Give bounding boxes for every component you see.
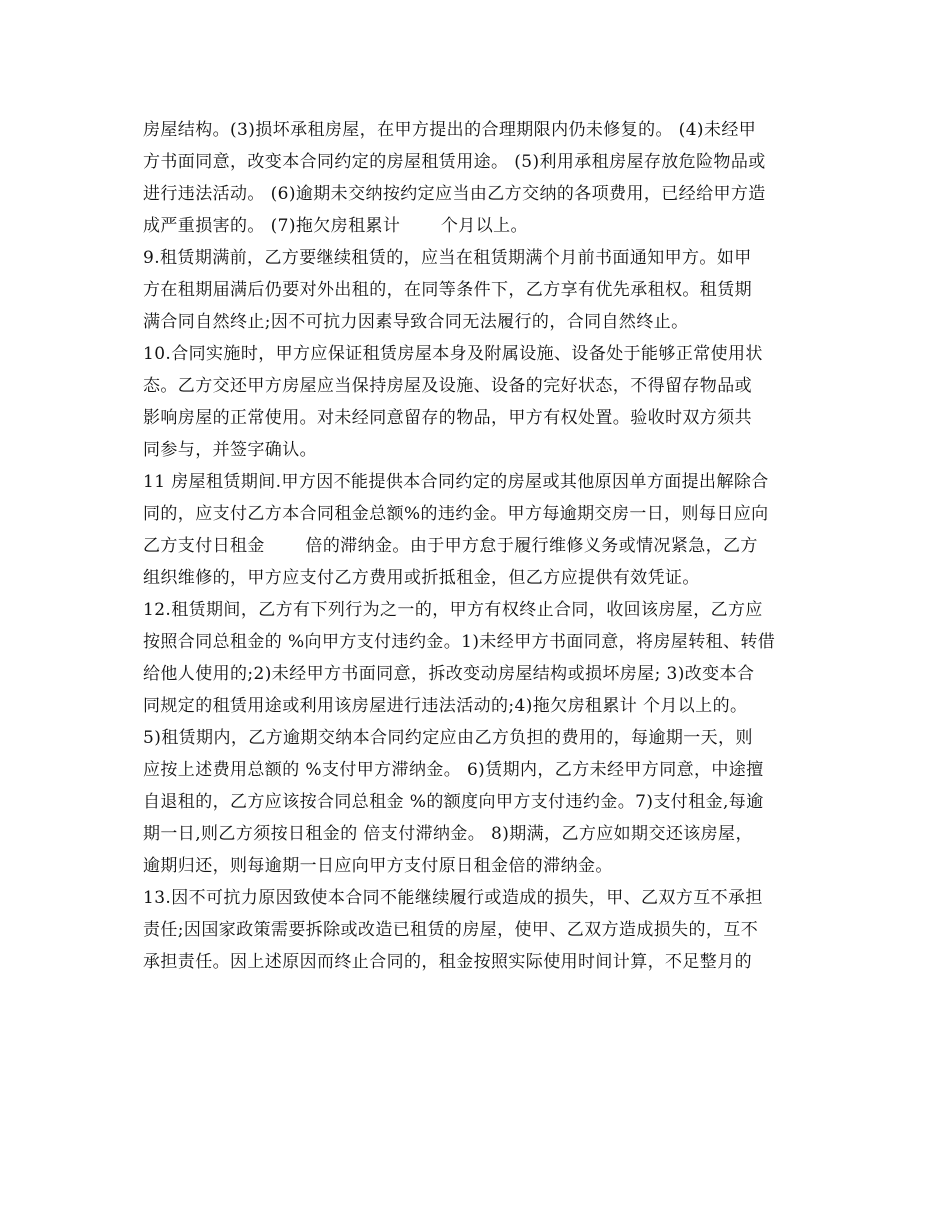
text-line: 进行违法活动。 (6)逾期未交纳按约定应当由乙方交纳的各项费用，已经给甲方造 (143, 184, 766, 204)
text-line: 成严重损害的。 (7)拖欠房租累计 个月以上。 (143, 216, 528, 236)
text-line: 满合同自然终止;因不可抗力因素导致合同无法履行的，合同自然终止。 (143, 312, 689, 332)
text-line: 乙方支付日租金 倍的滞纳金。由于甲方怠于履行维修义务或情况紧急，乙方 (143, 536, 758, 556)
text-line: 10.合同实施时，甲方应保证租赁房屋本身及附属设施、设备处于能够正常使用状 (143, 344, 763, 364)
text-line: 11 房屋租赁期间.甲方因不能提供本合同约定的房屋或其他原因单方面提出解除合 (143, 472, 769, 492)
text-line: 按照合同总租金的 %向甲方支付违约金。1)未经甲方书面同意，将房屋转租、转借 (143, 632, 776, 652)
text-line: 同的，应支付乙方本合同租金总额%的违约金。甲方每逾期交房一日，则每日应向 (143, 504, 769, 524)
text-line: 承担责任。因上述原因而终止合同的，租金按照实际使用时间计算，不足整月的 (143, 952, 752, 972)
document-body (143, 114, 813, 978)
text-line: 12.租赁期间，乙方有下列行为之一的，甲方有权终止合同，收回该房屋，乙方应 (143, 600, 763, 620)
text-line: 方书面同意，改变本合同约定的房屋租赁用途。 (5)利用承租房屋存放危险物品或 (143, 152, 766, 172)
text-line: 逾期归还，则每逾期一日应向甲方支付原日租金倍的滞纳金。 (143, 856, 613, 876)
text-line: 责任;因国家政策需要拆除或改造已租赁的房屋，使甲、乙双方造成损失的，互不 (143, 920, 759, 940)
text-line: 态。乙方交还甲方房屋应当保持房屋及设施、设备的完好状态，不得留存物品或 (143, 376, 752, 396)
text-line: 影响房屋的正常使用。对未经同意留存的物品，甲方有权处置。验收时双方须共 (143, 408, 752, 428)
text-line: 房屋结构。(3)损坏承租房屋，在甲方提出的合理期限内仍未修复的。 (4)未经甲 (143, 120, 757, 140)
text-line: 同参与，并签字确认。 (143, 440, 317, 460)
text-line: 9.租赁期满前，乙方要继续租赁的，应当在租赁期满个月前书面通知甲方。如甲 (143, 248, 752, 268)
text-line: 自退租的，乙方应该按合同总租金 %的额度向甲方支付违约金。7)支付租金,每逾 (143, 792, 764, 812)
text-line: 同规定的租赁用途或利用该房屋进行违法活动的;4)拖欠房租累计 个月以上的。 (143, 696, 748, 716)
text-line: 5)租赁期内，乙方逾期交纳本合同约定应由乙方负担的费用的，每逾期一天，则 (143, 728, 753, 748)
text-line: 组织维修的，甲方应支付乙方费用或折抵租金，但乙方应提供有效凭证。 (143, 568, 700, 588)
text-line: 期一日,则乙方须按日租金的 倍支付滞纳金。 8)期满，乙方应如期交还该房屋， (143, 824, 753, 844)
text-line: 应按上述费用总额的 %支付甲方滞纳金。 6)赁期内，乙方未经甲方同意，中途擅 (143, 760, 764, 780)
text-line: 给他人使用的;2)未经甲方书面同意，拆改变动房屋结构或损坏房屋; 3)改变本合 (143, 664, 755, 684)
text-line: 方在租期届满后仍要对外出租的，在同等条件下，乙方享有优先承租权。租赁期 (143, 280, 752, 300)
text-line: 13.因不可抗力原因致使本合同不能继续履行或造成的损失，甲、乙双方互不承担 (143, 888, 763, 908)
